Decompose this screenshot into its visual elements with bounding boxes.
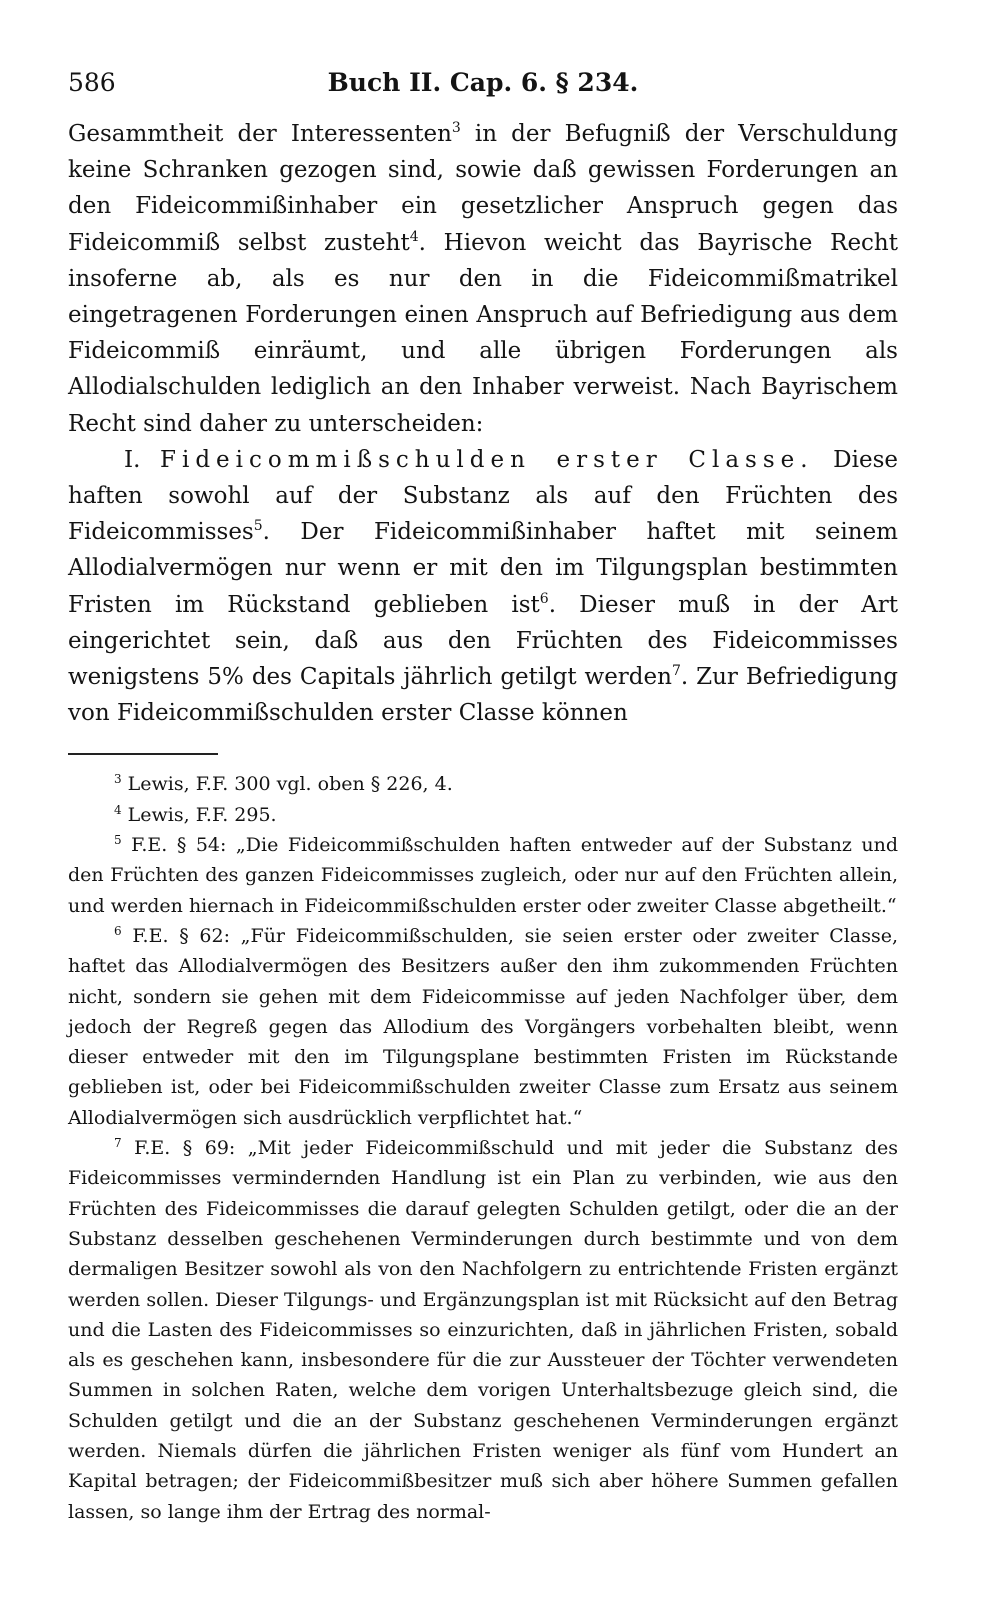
paragraph-1 bbox=[68, 116, 898, 442]
footnote-text: Lewis, F.F. 295. bbox=[121, 803, 277, 826]
footnote-4 bbox=[68, 800, 898, 830]
footnote-number: 7 bbox=[114, 1136, 122, 1151]
footnote-number: 6 bbox=[114, 923, 122, 938]
paragraph-1-part-a: Gesammtheit der Interessenten bbox=[68, 121, 452, 147]
paragraph-1-part-c: . Hievon weicht das Bayrische Recht insoferne ab, als es nur den in die Fideicommißmatrikel eingetragenen Forderungen einen Anspruch auf Befriedigung aus dem Fideicommiß einräumt, und alle übrigen Forderungen als Allodialschulden lediglich an den Inhaber verweist. Nach Bayrischem Recht sind daher zu unterscheiden: bbox=[68, 229, 898, 437]
footnote-number: 5 bbox=[114, 833, 122, 848]
paragraph-2-part-a: Diese haften sowohl auf der Substanz als auf den Früchten des Fideicommisses bbox=[68, 446, 898, 546]
footnote-separator bbox=[68, 753, 218, 755]
footnote-ref-5: 5 bbox=[253, 518, 263, 535]
running-head: Buch II. Cap. 6. § 234. bbox=[327, 68, 639, 97]
footnote-6 bbox=[68, 921, 898, 1133]
footnote-ref-7: 7 bbox=[671, 663, 681, 680]
section-heading: Fideicommißschulden erster Classe. bbox=[160, 446, 814, 473]
footnote-ref-6: 6 bbox=[539, 590, 549, 607]
paragraph-2 bbox=[68, 442, 898, 732]
footnote-ref-4: 4 bbox=[409, 228, 419, 245]
footnote-text: F.E. § 62: „Für Fideicommißschulden, sie seien erster oder zweiter Classe, haftet das Allodialvermögen des Besitzers außer den ihm zukommenden Früchten nicht, sondern sie gehen mit dem Fideicommisse auf jeden Nachfolger über, dem jedoch der Regreß gegen das Allodium des Vorgängers vorbehalten bleibt, wenn dieser entweder mit den im Tilgungsplane bestimmten Fristen im Rückstande geblieben ist, oder bei Fideicommißschulden zweiter Classe zum Ersatz aus seinem Allodialvermögen sich ausdrücklich verpflichtet hat.“ bbox=[68, 924, 898, 1129]
footnote-number: 4 bbox=[114, 802, 122, 817]
section-numeral: I. bbox=[124, 446, 161, 473]
footnote-3 bbox=[68, 769, 898, 799]
paragraph-2-part-c: . Dieser muß in der Art eingerichtet sein, daß aus den Früchten des Fideicommisses wenigstens 5% des Capitals jährlich getilgt werden bbox=[68, 591, 898, 691]
footnote-text: Lewis, F.F. 300 vgl. oben § 226, 4. bbox=[121, 773, 453, 796]
footnote-5 bbox=[68, 830, 898, 921]
page-number: 586 bbox=[68, 68, 116, 97]
footnote-ref-3: 3 bbox=[451, 120, 461, 136]
footnote-text: F.E. § 69: „Mit jeder Fideicommißschuld und mit jeder die Substanz des Fideicommisses vermindernden Handlung ist ein Plan zu verbinden, wie aus den Früchten des Fideicommisses die darauf gelegten Schulden getilgt, oder die an der Substanz desselben geschehenen Verminderungen durch bestimmte und von dem dermaligen Besitzer sowohl als von den Nachfolgern zu entrichtende Fristen ergänzt werden sollen. Dieser Tilgungs- und Ergänzungsplan ist mit Rücksicht auf den Betrag und die Lasten des Fideicommisses so einzurichten, daß in jährlichen Fristen, sobald als es geschehen kann, insbesondere für die zur Aussteuer der Töchter verwendeten Summen in solchen Raten, welche dem vorigen Unterhaltsbezuge gleich sind, die Schulden getilgt und die an der Substanz geschehenen Verminderungen ergänzt werden. Niemals dürfen die jährlichen Fristen weniger als fünf vom Hundert an Kapital betragen; der Fideicommißbesitzer muß sich aber höhere Summen gefallen lassen, so lange ihm der Ertrag des normal- bbox=[68, 1137, 898, 1523]
paragraph-1-part-b: in der Befugniß der Verschuldung keine Schranken gezogen sind, sowie daß gewissen Forderungen an den Fideicommißinhaber ein gesetzlicher Anspruch gegen das Fideicommiß selbst zusteht bbox=[68, 121, 898, 256]
paragraph-2-part-b: . Der Fideicommißinhaber haftet mit seinem Allodialvermögen nur wenn er mit den im Tilgungsplan bestimmten Fristen im Rückstand geblieben ist bbox=[68, 519, 898, 618]
paragraph-2-part-d: . Zur Befriedigung von Fideicommißschulden erster Classe können bbox=[68, 664, 898, 727]
footnote-7 bbox=[68, 1133, 898, 1527]
footnote-number: 3 bbox=[114, 772, 122, 787]
book-page bbox=[68, 58, 898, 1527]
footnote-text: F.E. § 54: „Die Fideicommißschulden haften entweder auf der Substanz und den Früchten des ganzen Fideicommisses zugleich, oder nur auf den Früchten allein, und werden hiernach in Fideicommißschulden erster oder zweiter Classe abgetheilt.“ bbox=[68, 834, 898, 917]
main-text bbox=[68, 116, 898, 731]
page-header bbox=[68, 58, 898, 108]
footnotes bbox=[68, 769, 898, 1526]
